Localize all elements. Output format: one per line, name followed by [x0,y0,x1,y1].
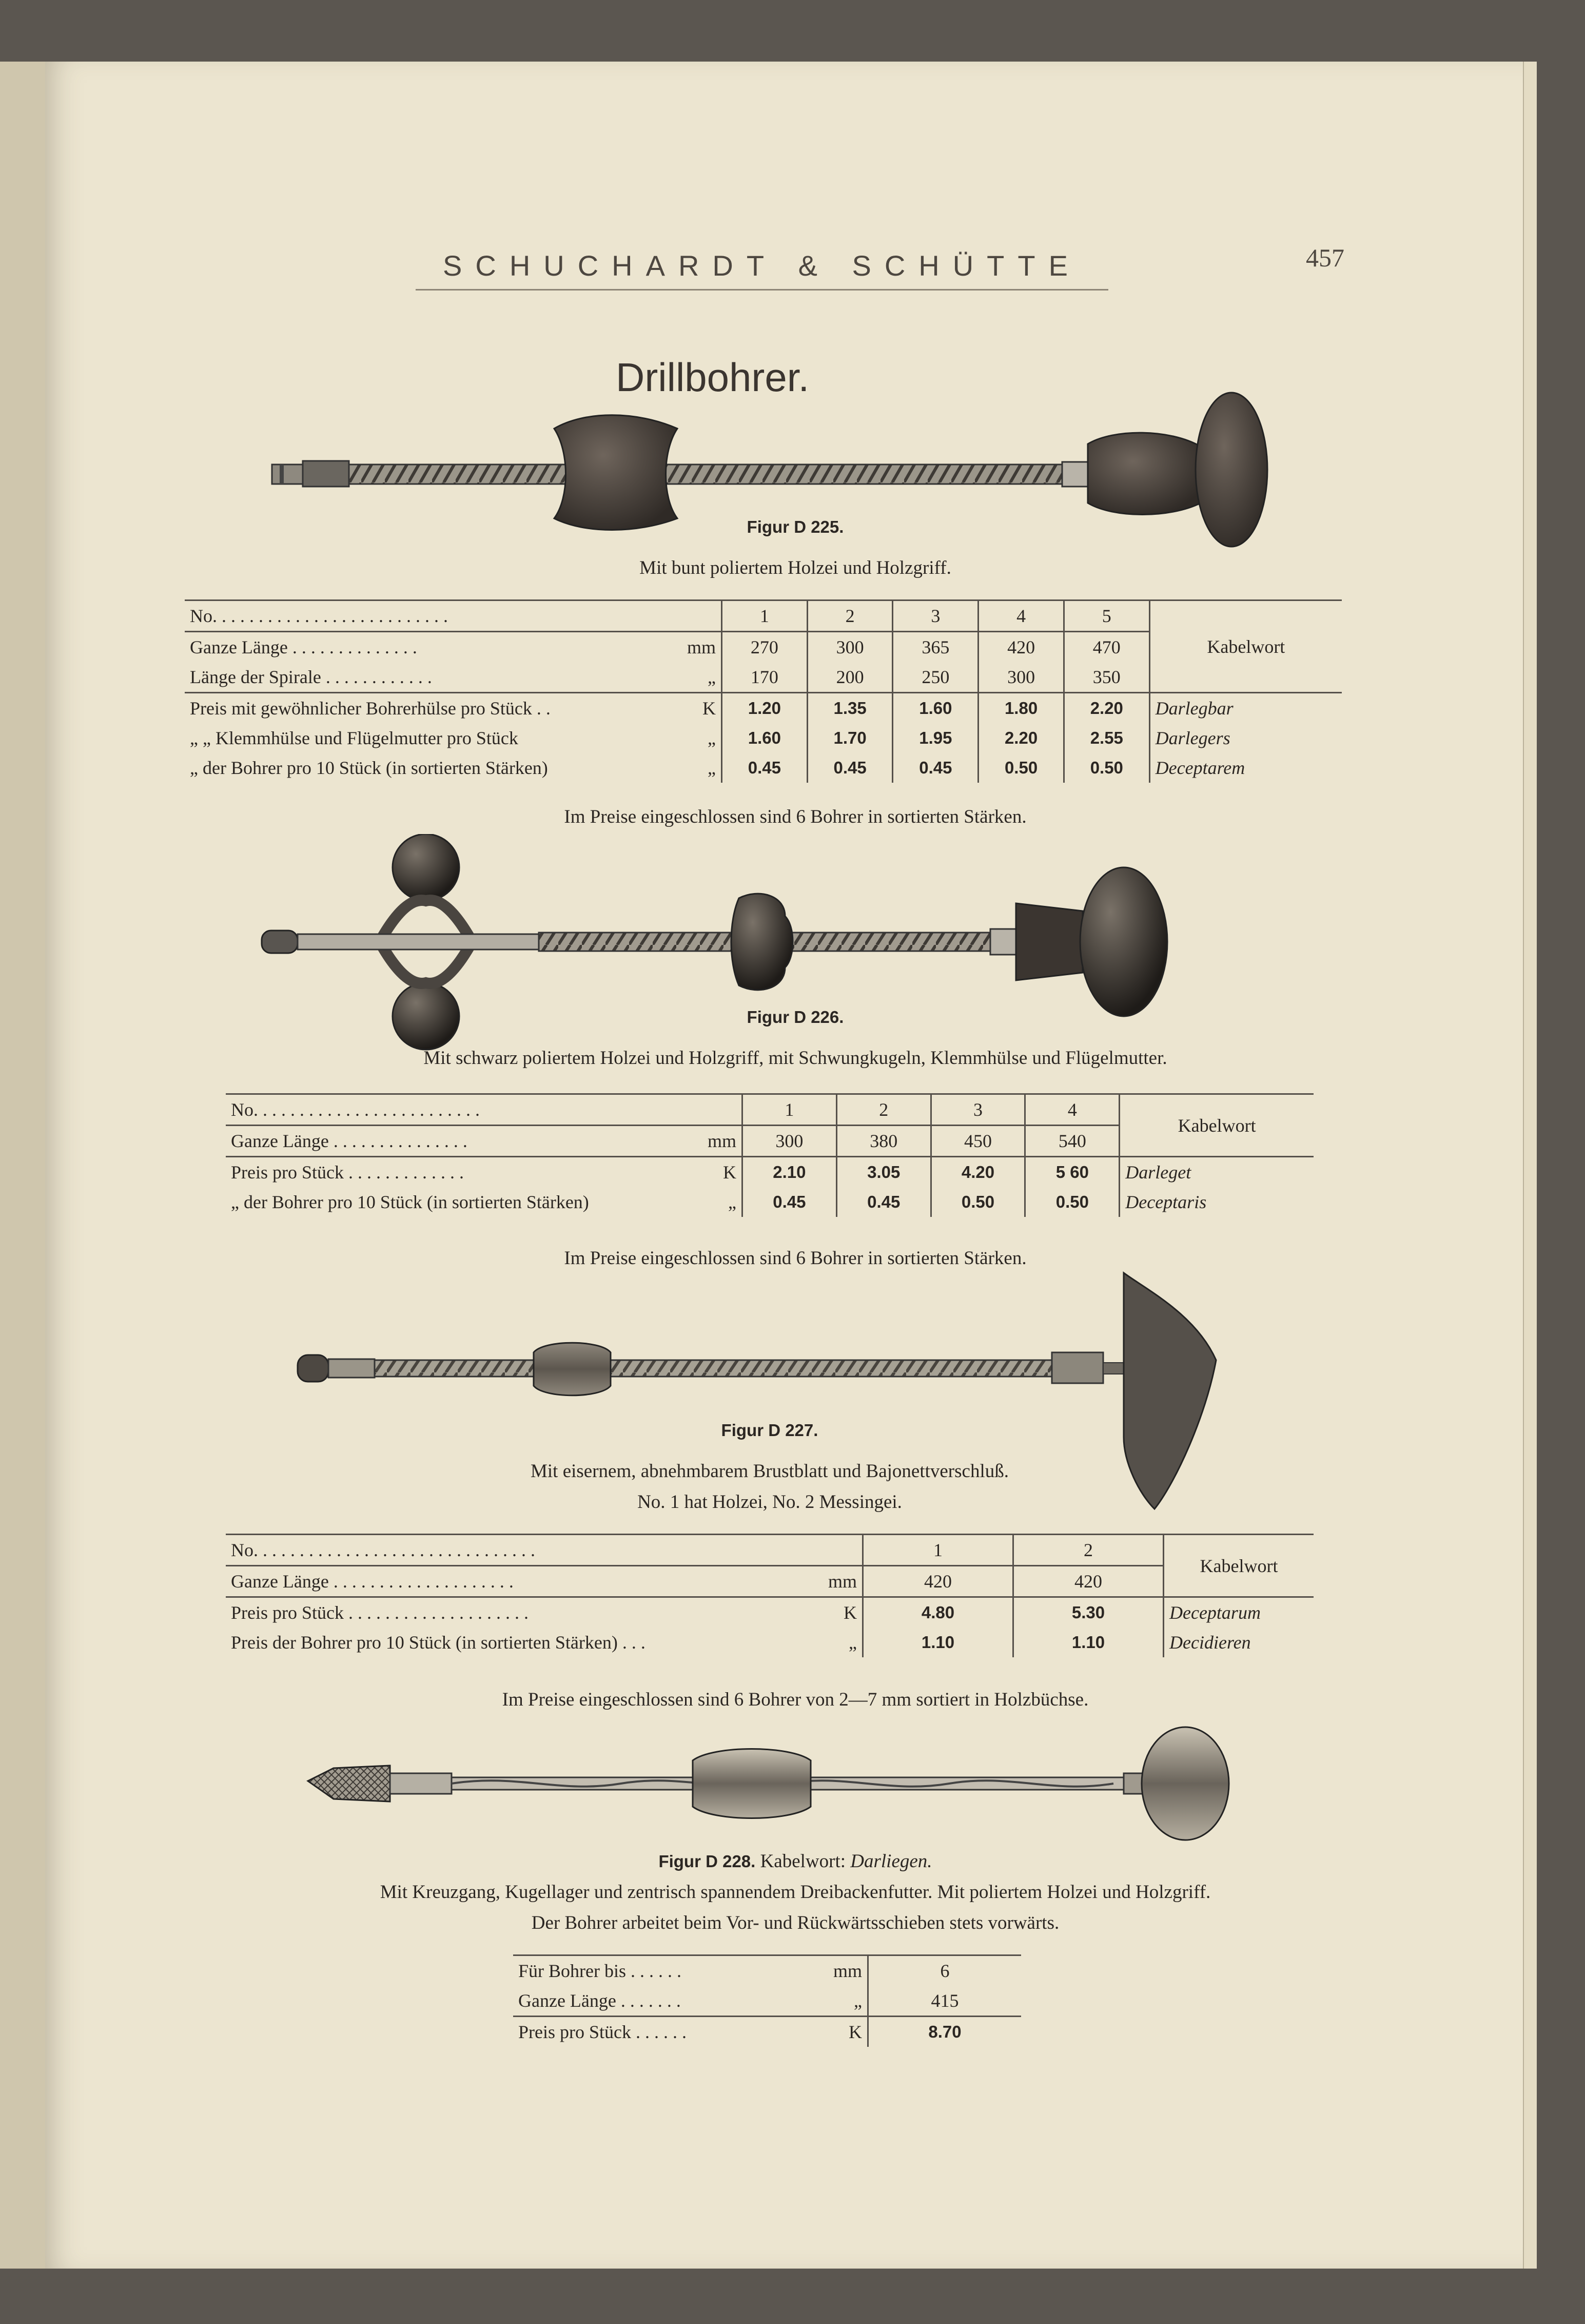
fig-d228-caption-2: Der Bohrer arbeitet beim Vor- und Rückwärtsschieben stets vorwärts. [531,1912,1060,1933]
drill-d228-illustration [303,1725,1247,1848]
fig-d228-label: Figur D 228. Kabelwort: Darliegen. [658,1851,932,1872]
kabelwort-header: Kabelwort [1149,601,1342,693]
fig-d227-label: Figur D 227. [721,1421,818,1440]
right-page-edge [1523,62,1537,2269]
fig-d228-caption-1: Mit Kreuzgang, Kugellager und zentrisch spannendem Dreibackenfutter. Mit poliertem Holzei und Holzgriff. [380,1882,1211,1903]
fig-d227-caption-2: No. 1 hat Holzei, No. 2 Messingei. [637,1492,902,1513]
fig-d226-table: No. . . . . . . . . . . . . . . . . . . . . . . . . 1 2 3 4 Kabelwort Ganze Länge . . . . . . . . . . . . . . . mm 300 380 450 540 Preis pro Stück . . . . . . . . . . . . . K 2.10 3.05 4.20 5 60 Darleget „ der Bohrer pro 10 Stück (in sortierten Stärken) „ 0.45 0.45 0.50 0.50 Deceptaris [226,1093,1314,1217]
fig-d226-label: Figur D 226. [747,1008,844,1027]
fig-d225-label: Figur D 225. [747,517,844,536]
page-title: Drillbohrer. [616,355,810,400]
fig-d227-caption-1: Mit eisernem, abnehmbarem Brustblatt und Bajonettverschluß. [531,1461,1009,1482]
kabelwort-header: Kabelwort [1120,1094,1314,1157]
fig-d228-table: Für Bohrer bis . . . . . . mm 6 Ganze Länge . . . . . . . „ 415 Preis pro Stück . . . . . . K 8.70 [513,1954,1021,2047]
fig-d226-caption: Mit schwarz poliertem Holzei und Holzgriff, mit Schwungkugeln, Klemmhülse und Flügelmutter. [423,1048,1167,1069]
fig-d225-caption: Mit bunt poliertem Holzei und Holzgriff. [639,557,951,578]
fig-d225-table: No. . . . . . . . . . . . . . . . . . . . . . . . . . 1 2 3 4 5 Kabelwort Ganze Länge . . . . . . . . . . . . . . mm 270 300 365 420 470 Länge der Spirale . . . . . . . . . . . . „ 170 200 250 300 350 Preis mit gewöhnlicher Bohrerhülse pro Stück . . K 1.20 1.35 1.60 1.80 2.20 Darlegbar „ „ Klemmhülse und Flügelmutter pro Stück „ 1.60 1.70 1.95 2.20 2.55 Darlegers „ der Bohrer pro 10 Stück (in sortierten Stärken) „ 0.45 0.45 0.45 0.50 0.50 Deceptarem [185,599,1342,783]
kabelwort-header: Kabelwort [1164,1535,1314,1597]
page-number: 457 [1306,243,1344,272]
running-header: SCHUCHARDT & SCHÜTTE [416,249,1108,290]
drill-d227-illustration [292,1268,1237,1524]
fig-d226-note: Im Preise eingeschlossen sind 6 Bohrer in sortierten Stärken. [564,1248,1027,1269]
left-page-edge [0,62,52,2269]
fig-d225-note: Im Preise eingeschlossen sind 6 Bohrer in sortierten Stärken. [564,806,1027,827]
fig-d227-note: Im Preise eingeschlossen sind 6 Bohrer von 2—7 mm sortiert in Holzbüchse. [502,1689,1089,1710]
fig-d227-table: No. . . . . . . . . . . . . . . . . . . . . . . . . . . . . . . 1 2 Kabelwort Ganze Länge . . . . . . . . . . . . . . . . . . . . mm 420 420 Preis pro Stück . . . . . . . . . . . . . . . . . . . . K 4.80 5.30 Deceptarum Preis der Bohrer pro 10 Stück (in sortierten Stärken) . . . „ 1.10 1.10 Decidieren [226,1534,1314,1657]
